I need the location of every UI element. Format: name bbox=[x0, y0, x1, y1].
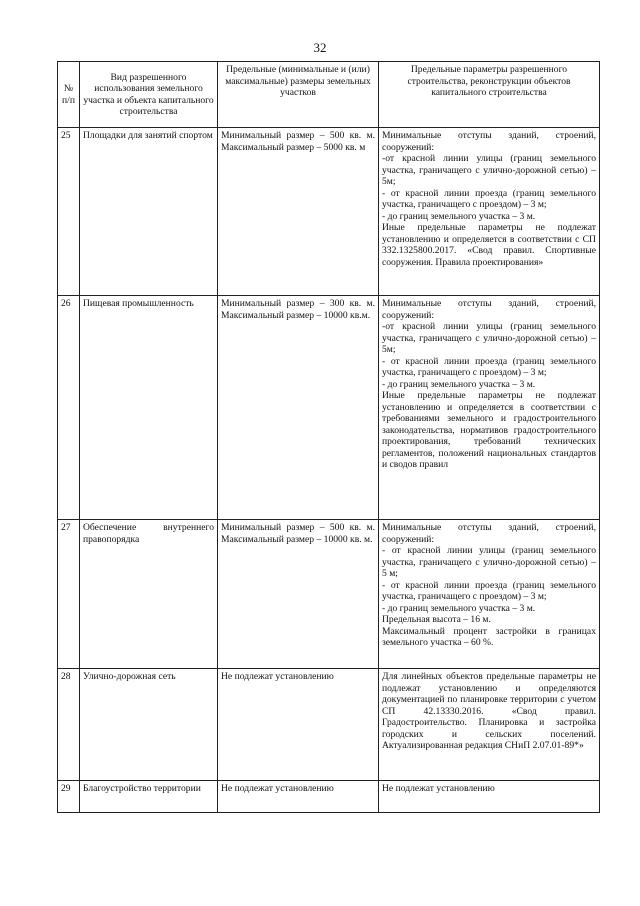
param-line: - до границ земельного участка – 3 м. bbox=[382, 602, 536, 614]
table-row bbox=[58, 781, 600, 813]
row-num: 28 bbox=[58, 669, 80, 781]
param-line: Минимальные отступы зданий, строений, сооружений: bbox=[382, 522, 596, 545]
param-line: - от красной линии проезда (границ земельного участка, граничащего с проездом) – 3 м; bbox=[382, 187, 596, 210]
row-num: 25 bbox=[58, 128, 80, 296]
param-line: Для линейных объектов предельные параметры не подлежат установлению и определяются документацией по планировке территории с учетом СП 42.13330.2016. «Свод правил. Градостроительство. Планировка и застройка городских и сельских поселений. Актуализированная редакция СНиП 2.07.01-89*» bbox=[382, 671, 596, 751]
param-line: Минимальные отступы зданий, строений, сооружений: bbox=[382, 298, 596, 321]
row-size: Не подлежат установлению bbox=[218, 669, 379, 781]
param-line: Максимальный процент застройки в границах земельного участка – 60 %. bbox=[382, 625, 596, 648]
row-use: Улично-дорожная сеть bbox=[80, 669, 218, 781]
row-num: 29 bbox=[58, 781, 80, 813]
row-size: Не подлежат установлению bbox=[218, 781, 379, 813]
row-num: 26 bbox=[58, 296, 80, 520]
param-line: Предельная высота – 16 м. bbox=[382, 614, 491, 625]
row-size: Минимальный размер – 300 кв. м. Максимальный размер – 10000 кв.м. bbox=[218, 296, 379, 520]
param-line: - от красной линии проезда (границ земельного участка, граничащего с проездом) – 3 м; bbox=[382, 355, 596, 378]
row-params bbox=[379, 520, 600, 669]
table-row bbox=[58, 520, 600, 669]
page-number: 32 bbox=[313, 40, 327, 55]
row-use: Площадки для занятий спортом bbox=[80, 128, 218, 296]
row-params bbox=[379, 781, 600, 813]
param-line: -от красной линии улицы (границ земельного участка, граничащего с улично-дорожной сетью) – 5м; bbox=[382, 321, 596, 355]
regulations-table bbox=[57, 61, 600, 813]
param-line: Минимальные отступы зданий, строений, сооружений: bbox=[382, 130, 596, 153]
header-num: № п/п bbox=[58, 62, 80, 128]
row-params bbox=[379, 296, 600, 520]
param-line: Не подлежат установлению bbox=[382, 783, 495, 794]
param-line: Иные предельные параметры не подлежат установлению и определяется в соответствии с требованиями земельного и градостроительного законодательства, нормативов градостроительного проектирования, требований технических регламентов, положений национальных стандартов и сводов правил bbox=[382, 390, 596, 470]
row-num: 27 bbox=[58, 520, 80, 669]
row-size: Минимальный размер – 500 кв. м. Максимальный размер – 5000 кв. м bbox=[218, 128, 379, 296]
row-params bbox=[379, 128, 600, 296]
row-size: Минимальный размер – 500 кв. м. Максимальный размер – 10000 кв. м. bbox=[218, 520, 379, 669]
param-line: - от красной линии улицы (границ земельного участка, граничащего с улично-дорожной сетью) – 5 м; bbox=[382, 545, 596, 579]
table-header-row bbox=[58, 62, 600, 128]
table-row bbox=[58, 128, 600, 296]
param-line: - от красной линии проезда (границ земельного участка, граничащего с проездом) – 3 м; bbox=[382, 579, 596, 602]
row-use: Пищевая промышленность bbox=[80, 296, 218, 520]
row-params bbox=[379, 669, 600, 781]
row-use: Благоустройство территории bbox=[80, 781, 218, 813]
param-line: - до границ земельного участка – 3 м. bbox=[382, 210, 536, 222]
param-line: Иные предельные параметры не подлежат установлению и определяется в соответствии с СП 332.1325800.2017. «Свод правил. Спортивные сооружения. Правила проектирования» bbox=[382, 222, 596, 268]
header-size: Предельные (минимальные и (или) максимальные) размеры земельных участков bbox=[218, 62, 379, 128]
header-use: Вид разрешенного использования земельного участка и объекта капитального строительства bbox=[80, 62, 218, 128]
table-row bbox=[58, 296, 600, 520]
param-line: -от красной линии улицы (границ земельного участка, граничащего с улично-дорожной сетью) – 5м; bbox=[382, 153, 596, 187]
header-params: Предельные параметры разрешенного строительства, реконструкции объектов капитального строительства bbox=[379, 62, 600, 128]
table-row bbox=[58, 669, 600, 781]
param-line: - до границ земельного участка – 3 м. bbox=[382, 378, 536, 390]
row-use: Обеспечение внутреннего правопорядка bbox=[80, 520, 218, 669]
